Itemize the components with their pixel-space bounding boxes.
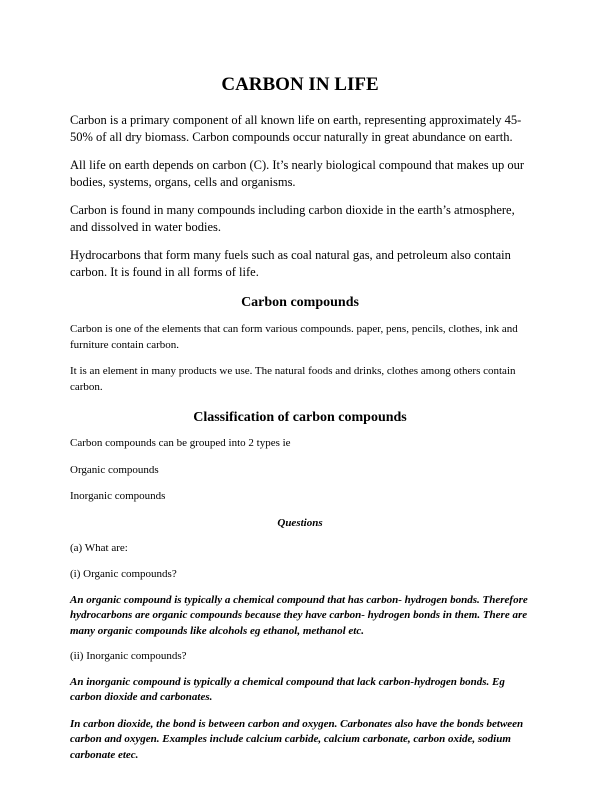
intro-paragraph-2: All life on earth depends on carbon (C). It’s nearly biological compound that makes up our bodies, systems, organs, cells and organisms. <box>70 158 525 189</box>
intro-paragraph-4: Hydrocarbons that form many fuels such as coal natural gas, and petroleum also contain carbon. It is found in all forms of life. <box>70 248 511 279</box>
page-title: CARBON IN LIFE <box>221 74 379 95</box>
intro-paragraph-3: Carbon is found in many compounds including carbon dioxide in the earth’s atmosphere, and dissolved in water bodies. <box>70 203 515 234</box>
classification-inorganic: Inorganic compounds <box>70 490 166 502</box>
answer-3: In carbon dioxide, the bond is between carbon and oxygen. Carbonates also have the bonds between carbon and oxygen. Examples include calcium carbide, calcium carbonate, carbon oxide, sodium carbonate etec. <box>70 717 524 761</box>
section-heading-carbon-compounds: Carbon compounds <box>241 295 359 310</box>
classification-organic: Organic compounds <box>70 463 159 476</box>
classification-intro: Carbon compounds can be grouped into 2 types ie <box>70 437 291 449</box>
section1-paragraph-2: It is an element in many products we use. The natural foods and drinks, clothes among others contain carbon. <box>70 365 516 393</box>
intro-paragraph-1: Carbon is a primary component of all known life on earth, representing approximately 45-50% of all dry biomass. Carbon compounds occur naturally in great abundance on earth. <box>70 113 522 144</box>
answer-2: An inorganic compound is typically a chemical compound that lack carbon-hydrogen bonds. Eg carbon dioxide and carbonates. <box>70 675 505 703</box>
section-heading-classification: Classification of carbon compounds <box>193 410 407 425</box>
question-2: (ii) Inorganic compounds? <box>70 650 187 662</box>
answer-1: An organic compound is typically a chemical compound that has carbon- hydrogen bonds. Therefore hydrocarbons are organic compounds because they have carbon- hydrogen bonds in them. There are many organic compounds like alcohols eg ethanol, methanol etc. <box>70 593 528 637</box>
questions-title: Questions <box>277 516 323 529</box>
question-prompt: (a) What are: <box>70 541 128 554</box>
question-1: (i) Organic compounds? <box>70 568 177 580</box>
section1-paragraph-1: Carbon is one of the elements that can form various compounds. paper, pens, pencils, clothes, ink and furniture contain carbon. <box>70 323 518 351</box>
